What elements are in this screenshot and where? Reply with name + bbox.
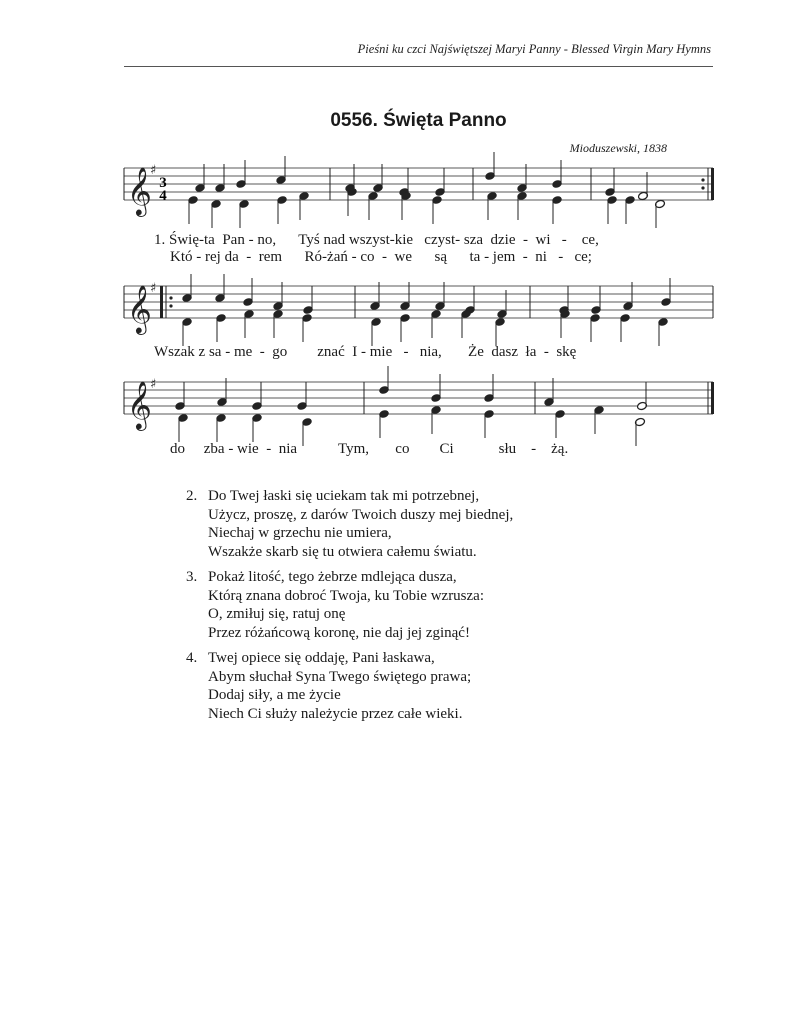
- stanza-line: Niechaj w grzechu nie umiera,: [208, 525, 392, 541]
- sharp-icon: ♯: [150, 377, 157, 392]
- final-barline: [711, 382, 714, 414]
- stanza-line: Wszakże skarb się tu otwiera całemu światu.: [208, 543, 477, 560]
- lyrics-verse-1-line-2: Któ - rej da - rem Ró-żań - co - we są ta - jem - ni - ce;: [170, 249, 592, 265]
- stanza-line: Pokaż litość, tego żebrze mdlejąca dusza,: [208, 569, 457, 585]
- treble-clef-icon: 𝄞: [127, 380, 152, 429]
- stanza-line: Przez różańcową koronę, nie daj jej zginąć!: [208, 624, 470, 641]
- stanza-line: Niech Ci służy należycie przez całe wieki.: [208, 705, 463, 722]
- running-header: Pieśni ku czci Najświętszej Maryi Panny - Blessed Virgin Mary Hymns: [357, 42, 711, 56]
- lyrics-verse-1-line-1: 1. Świę-ta Pan - no, Tyś nad wszyst-kie czyst- sza dzie - wi - ce,: [154, 232, 599, 248]
- composer-credit: Mioduszewski, 1838: [569, 141, 667, 155]
- lyrics-system-2: Wszak z sa - me - go znać I - mie - nia, Że dasz ła - skę: [154, 344, 577, 360]
- stanza-number: 2.: [186, 488, 198, 504]
- stanza-number: 3.: [186, 569, 198, 585]
- time-signature-bottom: 4: [159, 188, 167, 204]
- stanza-line: Abym słuchał Syna Twego świętego prawa;: [208, 668, 472, 685]
- treble-clef-icon: 𝄞: [127, 284, 152, 333]
- repeat-dot: [701, 178, 704, 181]
- stanza-line: Dodaj siły, a me życie: [208, 687, 341, 703]
- repeat-dot: [701, 186, 704, 189]
- treble-clef-icon: 𝄞: [127, 166, 152, 215]
- stanza-line: O, zmiłuj się, ratuj onę: [208, 606, 346, 622]
- time-signature-top: 3: [159, 175, 167, 191]
- stanza-line: Użycz, proszę, z darów Twoich duszy mej biednej,: [208, 506, 514, 523]
- stanza-line: Do Twej łaski się uciekam tak mi potrzebnej,: [208, 488, 480, 504]
- stanza-line: Którą znana dobroć Twoja, ku Tobie wzrusza:: [208, 587, 485, 604]
- sharp-icon: ♯: [150, 281, 157, 296]
- hymn-title: 0556. Święta Panno: [330, 110, 507, 131]
- stanza-line: Twej opiece się oddaję, Pani łaskawa,: [208, 650, 435, 666]
- final-barline: [711, 168, 714, 200]
- stanza-number: 4.: [186, 650, 198, 666]
- repeat-dot: [169, 296, 172, 299]
- sharp-icon: ♯: [150, 163, 157, 178]
- repeat-start-bar: [160, 286, 163, 318]
- lyrics-system-3: do zba - wie - nia Tym, co Ci słu - żą.: [170, 441, 569, 457]
- repeat-dot: [169, 304, 172, 307]
